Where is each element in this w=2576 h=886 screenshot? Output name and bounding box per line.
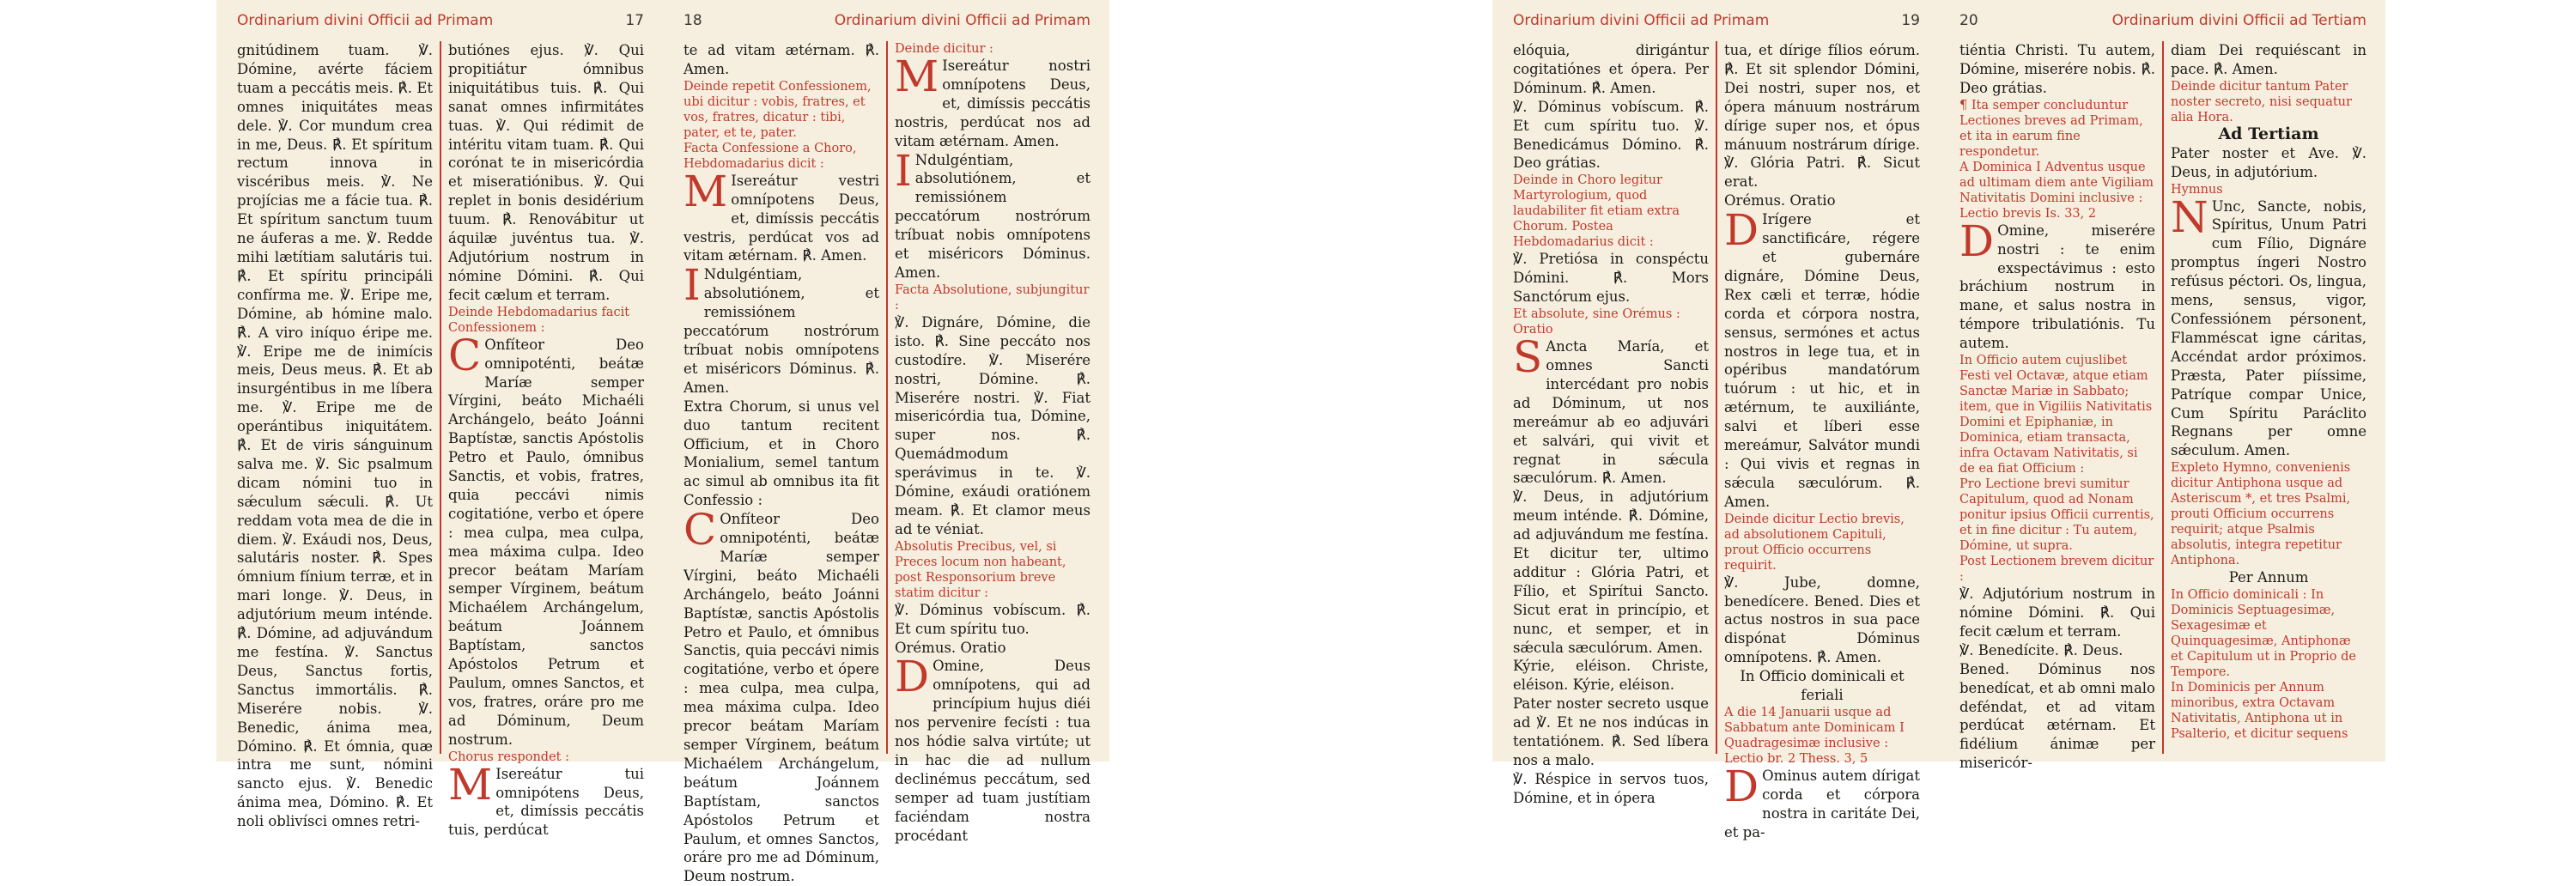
text-column xyxy=(1513,41,1709,806)
initial-paragraph xyxy=(1724,762,1920,842)
drop-cap: N xyxy=(2171,191,2208,242)
drop-cap: M xyxy=(895,52,939,101)
page-number: 19 xyxy=(1901,12,1920,29)
rubric: Facta Absolutione, subjungitur : xyxy=(895,282,1090,313)
running-header xyxy=(1513,12,1920,29)
text-columns xyxy=(1513,41,1920,840)
paragraph: ℣. Dóminus vobíscum. ℟. Et cum spíritu tuo. ℣. Benedicámus Dómino. ℟. Deo grátias. xyxy=(1513,98,1709,172)
page-title: Ordinarium divini Officii ad Tertiam xyxy=(2111,12,2366,29)
paragraph: ℣. Pretiósa in conspéctu Dómini. ℟. Mors Sanctórum ejus. xyxy=(1513,251,1709,306)
paragraph: Pater noster et Ave. ℣. Deus, in adjutórium. xyxy=(2171,144,2366,180)
rubric: Lectio br. 2 Thess. 3, 5 xyxy=(1724,752,1868,766)
running-header xyxy=(237,12,644,29)
rubric: Deinde dicitur tantum Pater noster secreto, nisi sequatur alia Hora. xyxy=(2171,79,2352,124)
drop-cap: D xyxy=(1724,762,1759,811)
rubric: Deinde dicitur : xyxy=(895,42,993,56)
paragraph-text: Unc, Sancte, nobis, Spíritus, Unum Patri cum Fílio, Dignáre promptus íngeri Nostro refúsus péctori. Os, lingua, mens, sensus, vigor, Confessiónem pérsonent, Flamméscat igne cáritas, Accéndat ardor próximos. Præsta, Pater piíssime, Patríque compar Unice, Cum Spíritu Paráclito Regnans per omne sǽculum. Amen. xyxy=(2171,197,2366,459)
initial-paragraph xyxy=(448,330,644,749)
running-header xyxy=(1959,12,2366,29)
section-heading: Ad Tertiam xyxy=(2218,124,2319,143)
initial-paragraph xyxy=(683,260,879,397)
drop-cap: M xyxy=(448,759,493,810)
rubric: Facta Confessione a Choro, Hebdomadarius dicit : xyxy=(683,141,857,171)
text-column xyxy=(237,41,433,830)
paragraph: ℣. Benedícite. ℟. Deus. xyxy=(1959,641,2123,658)
section-heading: In Officio dominicali et feriali xyxy=(1740,668,1905,704)
paragraph: tua, et dírige fílios eórum. ℟. Et sit splendor Dómini, Dei nostri, super nos, et ópera mánuum nostrárum dírige super nos, et ópus mánuum nostrárum dírige. ℣. Glória Patri. ℟. Sicut erat. xyxy=(1724,42,1920,191)
rubric: Deinde in Choro legitur Martyrologium, quod laudabiliter fit etiam extra Chorum. Postea Hebdomadarius dicit : xyxy=(1513,173,1680,250)
paragraph-text: Isereátur vestri omnípotens Deus, et, dimíssis peccátis vestris, perdúcat vos ad vitam ætérnam. ℟. Amen. xyxy=(683,172,879,264)
drop-cap: I xyxy=(683,260,701,311)
text-column xyxy=(683,41,879,885)
paragraph: Extra Chorum, si unus vel duo tantum recitent Officium, et in Choro Monialium, semel tantum ac simul ab omnibus ita fit Confessio : xyxy=(683,397,879,509)
text-column xyxy=(886,41,1091,844)
rubric: In Officio autem cujuslibet Festi vel Octavæ, atque etiam Sanctæ Mariæ in Sabbato; item, que in Vigiliis Nativitatis Domini et Epiphaniæ, in Dominica, etiam transacta, infra Octavam Nativitatis, si de ea fiat Officium : xyxy=(1959,354,2153,476)
initial-paragraph xyxy=(895,52,1091,151)
rubric: ¶ Ita semper concluduntur Lectiones breves ad Primam, et ita in earum fine respondetur. xyxy=(1959,98,2143,159)
text-column xyxy=(1959,41,2155,772)
rubric: Hymnus xyxy=(2171,182,2223,197)
rubric: In Dominicis per Annum minoribus, extra Octavam Nativitatis, Antiphona ut in Psalterio, et dicitur sequens xyxy=(2171,681,2348,742)
rubric: Pro Lectione brevi sumitur Capitulum, quod ad Nonam ponitur ipsius Officii currentis, et in fine dicitur : Tu autem, Dómine, ut supra. xyxy=(1959,477,2154,554)
page-title: Ordinarium divini Officii ad Primam xyxy=(1513,12,1770,29)
paragraph: ℣. Deus, in adjutórium meum inténde. ℟. Dómine, ad adjuvándum me festína. Et dicitur ter, ultimo additur : Glória Patri, et Fílio, et Spirítui Sancto. Sicut erat in princípio, et nunc, et semper, et in sǽcula sæculórum. Amen. xyxy=(1513,489,1709,656)
section-heading: Per Annum xyxy=(2228,569,2309,586)
page-number: 17 xyxy=(625,12,644,29)
paragraph: ℣. Réspice in servos tuos, Dómine, et in ópera xyxy=(1513,770,1709,806)
paragraph: Orémus. Oratio xyxy=(1724,192,1836,209)
page-number: 20 xyxy=(1959,12,1978,29)
text-column xyxy=(440,41,644,839)
paragraph: tiéntia Christi. Tu autem, Dómine, miserére nobis. ℟. Deo grátias. xyxy=(1959,42,2155,96)
rubric: A die 14 Januarii usque ad Sabbatum ante Dominicam I Quadragesimæ inclusive : xyxy=(1724,706,1905,750)
rubric: Expleto Hymno, convenienis dicitur Antiphona usque ad Asteriscum *, et tres Psalmi, prouti Officium occurrens requirit; atque Psalmis absolutis, integra repetitur Antiphona. xyxy=(2171,461,2351,568)
rubric: Lectio brevis Is. 33, 2 xyxy=(1959,206,2097,221)
initial-paragraph xyxy=(1513,332,1709,488)
paragraph-text: Ndulgéntiam, absolutiónem, et remissiónem peccatórum nostrórum tríbuat nobis omnípotens et miséricors Dóminus. ℟. Amen. xyxy=(683,266,879,396)
initial-paragraph xyxy=(683,505,879,886)
paragraph-text: Omine, Deus omnípotens, qui ad princípium hujus diéi nos pervenire fecísti : tua nos hódie salva virtúte; ut in hac die ad nullum declinémus peccátum, sed semper ad tuam justítiam faciéndam nostra procédant xyxy=(895,658,1091,844)
paragraph-text: Omine, miserére nostri : te enim exspectávimus : esto bráchium nostrum in mane, et salus nostra in témpore tribulatiónis. Tu autem. xyxy=(1959,222,2155,352)
page-18 xyxy=(663,0,1109,885)
paragraph-text: Onfíteor Deo omnipoténti, beátæ Maríæ semper Vírgini, beáto Michaéli Archángelo, beáto Joánni Baptístæ, sanctis Apóstolis Petro et Paulo, ómnibus Sanctis, et vobis, fratres, quia peccávi nimis cogitatióne, verbo et ópere : mea culpa, mea culpa, mea máxima culpa. Ideo precor beátam Maríam semper Vírginem, beátum Michaélem Archángelum, beátum Joánnem Baptístam, sanctos Apóstolos Petrum et Paulum, omnes Sanctos, et vos, fratres, oráre pro me ad Dóminum, Deum nostrum. xyxy=(448,336,644,748)
paragraph: gnitúdinem tuam. ℣. Dómine, avérte fáciem tuam a peccátis meis. ℟. Et omnes iniquitátes meas dele. ℣. Cor mundum crea in me, Deus. ℟. Et spíritum rectum innova in viscéribus meis. ℣. Ne projícias me a fácie tua. ℟. Et spíritum sanctum tuum ne áuferas a me. ℣. Redde mihi lætítiam salutáris tui. ℟. Et spíritu principáli confírma me. ℣. Eripe me, Dómine, ab hómine malo. ℟. A viro iníquo éripe me. ℣. Eripe me de inimícis meis, Deus meus. ℟. Et ab insurgéntibus in me líbera me. ℣. Eripe me de operántibus iniquitátem. ℟. Et de viris sánguinum salva me. ℣. Sic psalmum dicam nómini tuo in sǽculum sǽculi. ℟. Ut reddam vota mea de die in diem. ℣. Exáudi nos, Deus, salutáris noster. ℟. Spes ómnium fínium terræ, et in mari longe. ℣. Deus, in adjutórium meum inténde. ℟. Dómine, ad adjuvándum me festína. ℣. Sanctus Deus, Sanctus fortis, Sanctus immortális. ℟. Miserére nobis. ℣. Benedic, ánima mea, Dómino. ℟. Et ómnia, quæ intra me sunt, nómini sancto ejus. ℣. Benedic ánima mea, Dómino. ℟. Et noli oblivísci omnes retri- xyxy=(237,42,433,830)
rubric: Deinde dicitur Lectio brevis, ad absolutionem Capituli, prout Officio occurrens requirit. xyxy=(1724,512,1905,573)
drop-cap: D xyxy=(1724,205,1759,256)
page-17 xyxy=(216,0,663,839)
paragraph-text: Isereátur nostri omnípotens Deus, et, dimíssis peccátis nostris, perdúcat nos ad vitam ætérnam. Amen. xyxy=(895,58,1091,149)
initial-paragraph xyxy=(1959,215,2155,353)
page-20 xyxy=(1939,0,2385,772)
paragraph: elóquia, dirigántur cogitatiónes et ópera. Per Dóminum. ℟. Amen. xyxy=(1513,42,1709,96)
text-column xyxy=(1716,41,1920,840)
paragraph: ℣. Dignáre, Dómine, die isto. ℟. Sine peccáto nos custodíre. ℣. Miserére nostri, Dómine. ℟. Miserére nostri. ℣. Fiat misericórdia tua, Dómine, super nos. ℟. Quemádmodum sperávimus in te. ℣. Dómine, exáudi oratiónem meam. ℟. Et clamor meus ad te véniat. xyxy=(895,313,1091,537)
paragraph: ℣. Dóminus vobíscum. ℟. Et cum spíritu tuo. xyxy=(895,601,1091,637)
text-columns xyxy=(683,41,1091,885)
running-header xyxy=(683,12,1091,29)
initial-paragraph xyxy=(2171,191,2366,461)
rubric: A Dominica I Adventus usque ad ultimam diem ante Vigiliam Nativitatis Domini inclusive : xyxy=(1959,160,2154,205)
rubric: Deinde Hebdomadarius facit Confessionem : xyxy=(448,305,630,335)
drop-cap: M xyxy=(683,166,728,216)
paragraph-text: Onfíteor Deo omnipoténti, beátæ Maríæ semper Vírgini, beáto Michaéli Archángelo, beáto Joánni Baptístæ, sanctis Apóstolis Petro et Paulo, et ómnibus Sanctis, quia peccávi nimis cogitatióne, verbo et ópere : mea culpa, mea culpa, mea máxima culpa. Ideo precor beátam Maríam semper Vírginem, beátum Michaélem Archángelum, beátum Joánnem Baptístam, sanctos Apóstolos Petrum et Paulum, et omnes Sanctos, oráre pro me ad Dóminum, Deum nostrum. xyxy=(683,511,879,885)
text-column xyxy=(2162,41,2366,754)
text-columns xyxy=(237,41,644,839)
paragraph-text: Ominus autem dírigat corda et córpora nostra in caritáte Dei, et pa- xyxy=(1724,768,1920,840)
initial-paragraph xyxy=(448,759,644,840)
rubric: In Officio dominicali : In Dominicis Septuagesimæ, Sexagesimæ et Quinquagesimæ, Antiphonæ et Capitulum ut in Proprio de Tempore. xyxy=(2171,588,2357,680)
initial-paragraph xyxy=(895,145,1091,282)
rubric: Post Lectionem brevem dicitur : xyxy=(1959,555,2154,585)
paragraph: ℣. Jube, domne, benedícere. Bened. Dies et actus nostros in sua pace dispónat Dóminus omnípotens. ℟. Amen. xyxy=(1724,573,1920,666)
page-title: Ordinarium divini Officii ad Primam xyxy=(237,12,494,29)
initial-paragraph xyxy=(895,652,1091,845)
paragraph: Pater noster secreto usque ad ℣. Et ne nos indúcas in tentatiónem. ℟. Sed líbera nos a malo. xyxy=(1513,695,1709,768)
paragraph: ℣. Adjutórium nostrum in nómine Dómini. ℟. Qui fecit cælum et terram. xyxy=(1959,586,2155,640)
paragraph: Bened. Dóminus nos benedícat, et ab omni malo deféndat, et ad vitam perdúcat ætérnam. Et fidélium ánimæ per misericór- xyxy=(1959,660,2155,772)
rubric: Absolutis Precibus, vel, si Preces locum non habeant, post Responsorium breve statim dicitur : xyxy=(895,539,1066,600)
paragraph-text: Irígere et sanctificáre, régere et gubernáre dignáre, Dómine Deus, Rex cæli et terræ, hódie corda et córpora nostra, sensus, sermónes et actus nostros in lege tua, et in opéribus mandatórum tuórum : ut hic, et in ætérnum, te auxiliánte, salvi et líberi esse mereámur, Salvátor mundi : Qui vivis et regnas in sǽcula sæculórum. ℟. Amen. xyxy=(1724,211,1920,510)
paragraph-text: Isereátur tui omnipótens Deus, et, dimíssis peccátis tuis, perdúcat xyxy=(448,765,644,839)
paragraph: butiónes ejus. ℣. Qui propitiátur ómnibus iniquitátibus tuis. ℟. Qui sanat omnes infirmitátes tuas. ℣. Qui rédimit de intéritu vitam tuam. ℟. Qui corónat te in misericórdia et miseratiónibus. ℣. Qui replet in bonis desidérium tuum. ℟. Renovábitur ut áquilæ juvéntus tua. ℣. Adjutórium nostrum in nómine Dómini. ℟. Qui fecit cælum et terram. xyxy=(448,42,644,303)
rubric: Deinde repetit Confessionem, ubi dicitur : vobis, fratres, et vos, fratres, dicatur : tibi, pater, et te, pater. xyxy=(683,79,872,140)
drop-cap: I xyxy=(895,145,912,196)
drop-cap: S xyxy=(1513,332,1543,383)
initial-paragraph xyxy=(683,166,879,266)
paragraph: Orémus. Oratio xyxy=(895,639,1006,656)
rubric: Chorus respondet : xyxy=(448,749,569,764)
rubric: Et absolute, sine Orémus : xyxy=(1513,307,1680,322)
drop-cap: C xyxy=(683,505,717,555)
paragraph-text: Ndulgéntiam, absolutiónem, et remissiónem peccatórum nostrórum tríbuat nobis omnípotens et miséricors Dóminus. Amen. xyxy=(895,151,1091,281)
drop-cap: D xyxy=(895,652,930,702)
initial-paragraph xyxy=(1724,205,1920,512)
paragraph: te ad vitam ætérnam. ℟. Amen. xyxy=(683,42,879,77)
paragraph: Kýrie, eléison. Christe, eléison. Kýrie, eléison. xyxy=(1513,658,1709,694)
page-number: 18 xyxy=(683,12,702,29)
paragraph: diam Dei requiéscant in pace. ℟. Amen. xyxy=(2171,42,2366,77)
text-columns xyxy=(1959,41,2366,772)
drop-cap: C xyxy=(448,330,482,380)
page-title: Ordinarium divini Officii ad Primam xyxy=(834,12,1091,29)
page-19 xyxy=(1492,0,1939,840)
paragraph-text: Ancta María, et omnes Sancti intercédant pro nobis ad Dóminum, ut nos mereámur ab eo adjuvári et salvári, qui vivit et regnat in sǽcula sæculórum. ℟. Amen. xyxy=(1513,338,1709,487)
rubric: Oratio xyxy=(1513,323,1553,337)
drop-cap: D xyxy=(1959,215,1995,266)
